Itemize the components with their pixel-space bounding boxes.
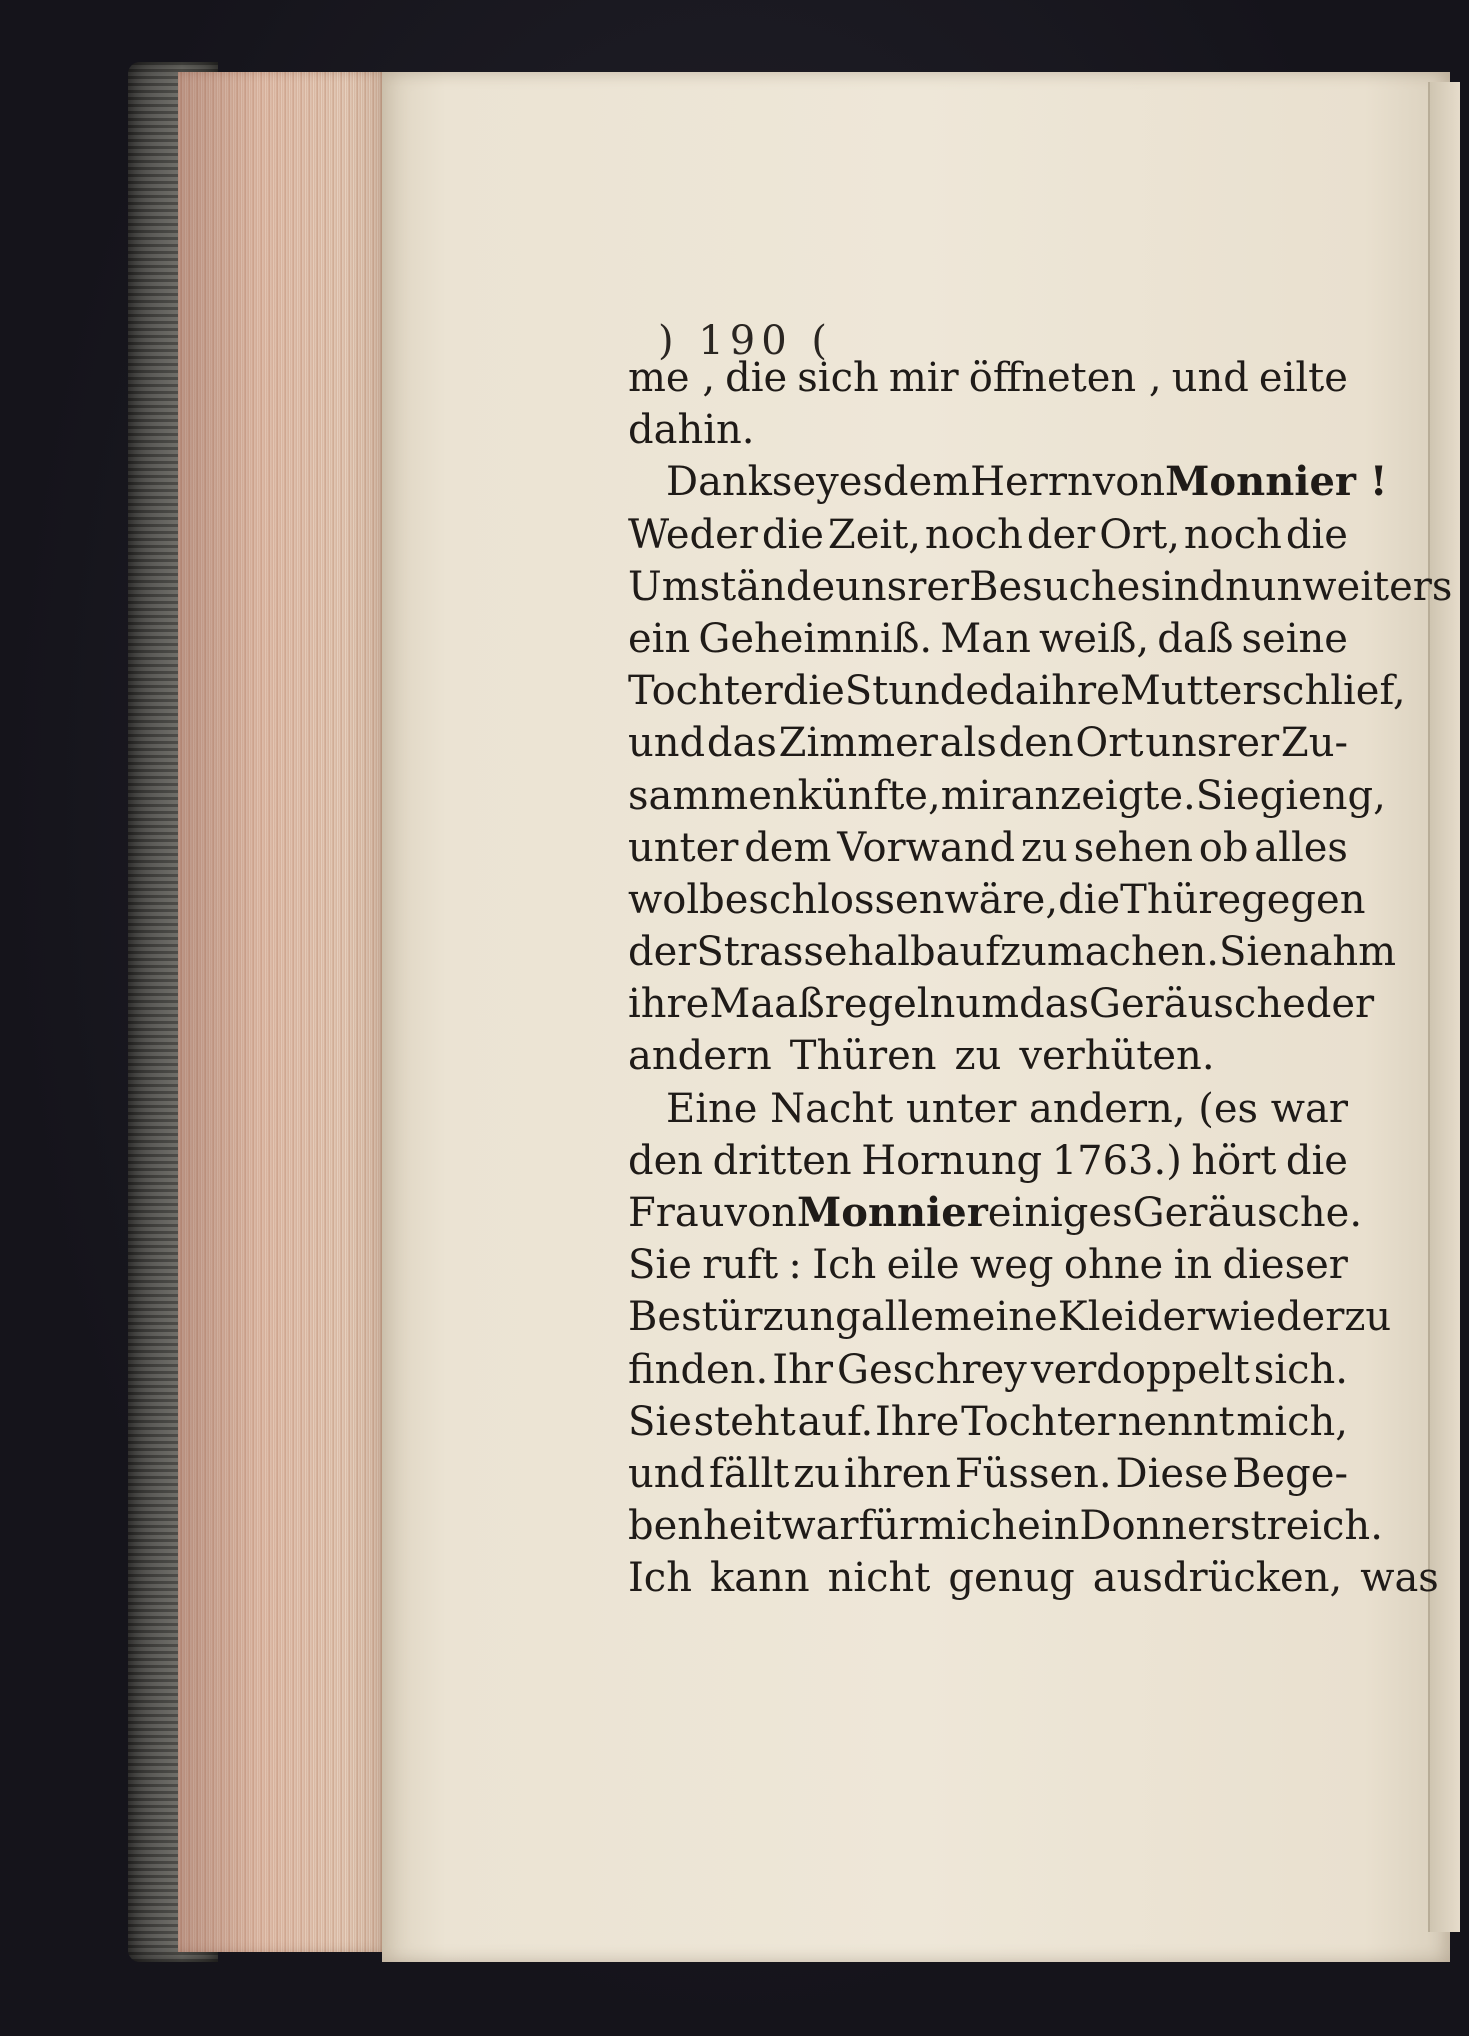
word: eilte (1258, 355, 1348, 401)
word: da (989, 668, 1039, 715)
word: Donnerstreich. (1079, 1503, 1383, 1550)
word: benheit (628, 1503, 782, 1550)
word: Ich (812, 1242, 877, 1289)
word: Ort, (1099, 511, 1180, 558)
word: Besuche (969, 563, 1141, 610)
word: unter (905, 1085, 1017, 1132)
word: Stunde (844, 668, 990, 715)
word: Maaßregeln (709, 981, 956, 1028)
word: einiges (987, 1190, 1133, 1236)
word: Sie (1195, 772, 1260, 819)
word: andern, (1029, 1085, 1186, 1132)
word: Bestürzung (628, 1294, 861, 1341)
word: sehen (1073, 824, 1193, 871)
word: dem (882, 459, 971, 506)
word: weiß, (1038, 615, 1150, 662)
text-line (628, 456, 1388, 508)
word: ob (1198, 824, 1249, 871)
word: sey (771, 459, 839, 506)
word: die (1285, 1137, 1348, 1184)
word: ausdrücken, (1092, 1555, 1343, 1602)
word: gieng, (1259, 772, 1386, 819)
word: Ort (1075, 720, 1144, 767)
word: aufzumachen. (935, 929, 1219, 976)
word: Kleider (1057, 1294, 1206, 1341)
word: nicht (827, 1555, 931, 1602)
word: dahin. (628, 407, 755, 454)
word: ruft (702, 1242, 779, 1289)
word: sich (797, 355, 879, 401)
word: sich. (1253, 1346, 1348, 1393)
word: andern (628, 1033, 772, 1080)
text-line (628, 1239, 1348, 1291)
word: das (1019, 981, 1090, 1028)
word: anzeigte. (1010, 772, 1196, 819)
text-line (628, 509, 1348, 561)
word: finden. (628, 1346, 769, 1393)
text-line (628, 1291, 1392, 1343)
word: gegen (1241, 876, 1366, 923)
word: mir (888, 355, 959, 401)
word: war (1270, 1085, 1348, 1132)
word: zu (954, 1033, 1002, 1080)
word: was (1360, 1555, 1439, 1602)
word: me , (628, 355, 716, 401)
word: ihren (843, 1450, 952, 1497)
word: von (1092, 459, 1166, 506)
word: alles (1254, 824, 1348, 871)
word: Weder (628, 511, 758, 558)
word: weg (969, 1242, 1054, 1289)
word: meine (933, 1294, 1058, 1341)
word: Dank (666, 459, 772, 506)
word: Frau (628, 1190, 725, 1236)
word: Strasse (696, 929, 848, 976)
word: steht (693, 1398, 796, 1445)
word: Zimmer (778, 720, 938, 767)
word: öffneten , (968, 355, 1162, 401)
word: Bege- (1232, 1450, 1348, 1497)
word: ein (1017, 1503, 1080, 1550)
text-line (628, 352, 1348, 404)
word: Eine (666, 1085, 758, 1132)
word: von (724, 1190, 797, 1236)
text-line (628, 613, 1348, 665)
word: es (838, 459, 883, 506)
word: wol (628, 876, 700, 923)
word: mir (940, 772, 1011, 819)
word: wäre, (944, 876, 1059, 923)
word: verhüten. (1019, 1033, 1215, 1080)
word: seine (1241, 615, 1348, 662)
word: der (628, 929, 697, 976)
word: mich (918, 1503, 1018, 1550)
word: ein (628, 615, 691, 662)
word: ohne (1063, 1242, 1164, 1289)
text-line (628, 1552, 1439, 1604)
word: den (998, 720, 1074, 767)
body-text (628, 352, 1453, 1605)
word: Geschrey (837, 1346, 1027, 1393)
word: Thüre (1120, 876, 1242, 923)
word: schlief, (1261, 668, 1406, 715)
word: als (939, 720, 997, 767)
word: fällt (709, 1450, 790, 1497)
word: und (628, 720, 706, 767)
word: Zu- (1280, 720, 1348, 767)
word: der (1026, 511, 1096, 558)
word: das (706, 720, 777, 767)
word: dritten (712, 1137, 852, 1184)
word: um (955, 981, 1020, 1028)
text-line (628, 1500, 1383, 1552)
word: Man (940, 615, 1031, 662)
word: mich, (1236, 1398, 1348, 1445)
word: nennt (1117, 1398, 1235, 1445)
word: verdoppelt (1030, 1346, 1250, 1393)
word: Geräusche. (1132, 1190, 1363, 1236)
word: Umstände (628, 563, 836, 610)
text-line (628, 404, 1348, 456)
word: unsrer (1145, 720, 1280, 767)
text-line (628, 717, 1348, 769)
word: (es (1198, 1085, 1259, 1132)
word: Vorwand (837, 824, 1016, 871)
word: daß (1157, 615, 1234, 662)
word: genug (948, 1555, 1075, 1602)
word: hört (1191, 1137, 1277, 1184)
word: die (1285, 511, 1348, 558)
word: sammenkünfte, (628, 772, 941, 819)
word: die (725, 355, 788, 401)
word: noch (1183, 511, 1282, 558)
word: und (1171, 355, 1249, 401)
word: in (1173, 1242, 1213, 1289)
word: dieser (1222, 1242, 1348, 1289)
word: Monnier (796, 1189, 988, 1236)
word: für (858, 1503, 919, 1550)
text-line (628, 926, 1397, 978)
text-line (628, 822, 1348, 874)
word: ihre (1038, 668, 1120, 715)
word: zu (1344, 1294, 1392, 1341)
text-line (628, 1030, 1348, 1082)
word: zu (793, 1450, 841, 1497)
word: Tochter (628, 668, 783, 715)
word: sind (1140, 563, 1225, 610)
text-line (628, 561, 1453, 613)
word: dem (744, 824, 832, 871)
word: Nacht (770, 1085, 894, 1132)
word: Hornung (861, 1137, 1043, 1184)
word: auf. (797, 1398, 874, 1445)
word: weiters (1302, 563, 1453, 610)
word: und (628, 1450, 706, 1497)
word: wieder (1205, 1294, 1345, 1341)
word: Herrn (970, 459, 1093, 506)
text-line (628, 1187, 1363, 1239)
word: alle (860, 1294, 934, 1341)
word: ihre (628, 981, 710, 1028)
word: halb (847, 929, 936, 976)
word: kann (709, 1555, 810, 1602)
word: 1763.) (1051, 1137, 1182, 1184)
word: unter (628, 824, 739, 871)
text-line (628, 770, 1386, 822)
word: Sie (1218, 929, 1283, 976)
word: zu (1020, 824, 1068, 871)
word: Geheimniß. (698, 615, 933, 662)
word: Zeit, (827, 511, 921, 558)
word: der (1305, 981, 1375, 1028)
text-line (628, 1083, 1348, 1135)
word: Tochter (961, 1398, 1116, 1445)
text-line (628, 1135, 1348, 1187)
word: Diese (1115, 1450, 1229, 1497)
text-line (628, 665, 1406, 717)
word: beschlossen (699, 876, 945, 923)
word: Ihre (874, 1398, 960, 1445)
word: nun (1225, 563, 1303, 610)
word: war (781, 1503, 859, 1550)
text-line (628, 1396, 1348, 1448)
text-line (628, 1344, 1348, 1396)
word: nahm (1282, 929, 1397, 976)
page-number: ) 190 ( (658, 318, 833, 364)
word: Geräusche (1089, 981, 1306, 1028)
word: die (1058, 876, 1121, 923)
word: Mutter (1119, 668, 1262, 715)
word: noch (924, 511, 1023, 558)
text-line (628, 1448, 1348, 1500)
word: Sie (628, 1398, 692, 1445)
text-line (628, 874, 1366, 926)
word: die (782, 668, 845, 715)
word: : (788, 1242, 802, 1289)
word: Ihr (772, 1346, 833, 1393)
word: Ich (628, 1555, 692, 1602)
word: Sie (628, 1242, 692, 1289)
word: Füssen. (954, 1450, 1112, 1497)
word: die (761, 511, 824, 558)
text-line (628, 978, 1375, 1030)
word: Monnier ! (1165, 458, 1388, 506)
word: unsrer (835, 563, 970, 610)
word: den (628, 1137, 704, 1184)
word: eile (886, 1242, 960, 1289)
word: Thüren (789, 1033, 937, 1080)
